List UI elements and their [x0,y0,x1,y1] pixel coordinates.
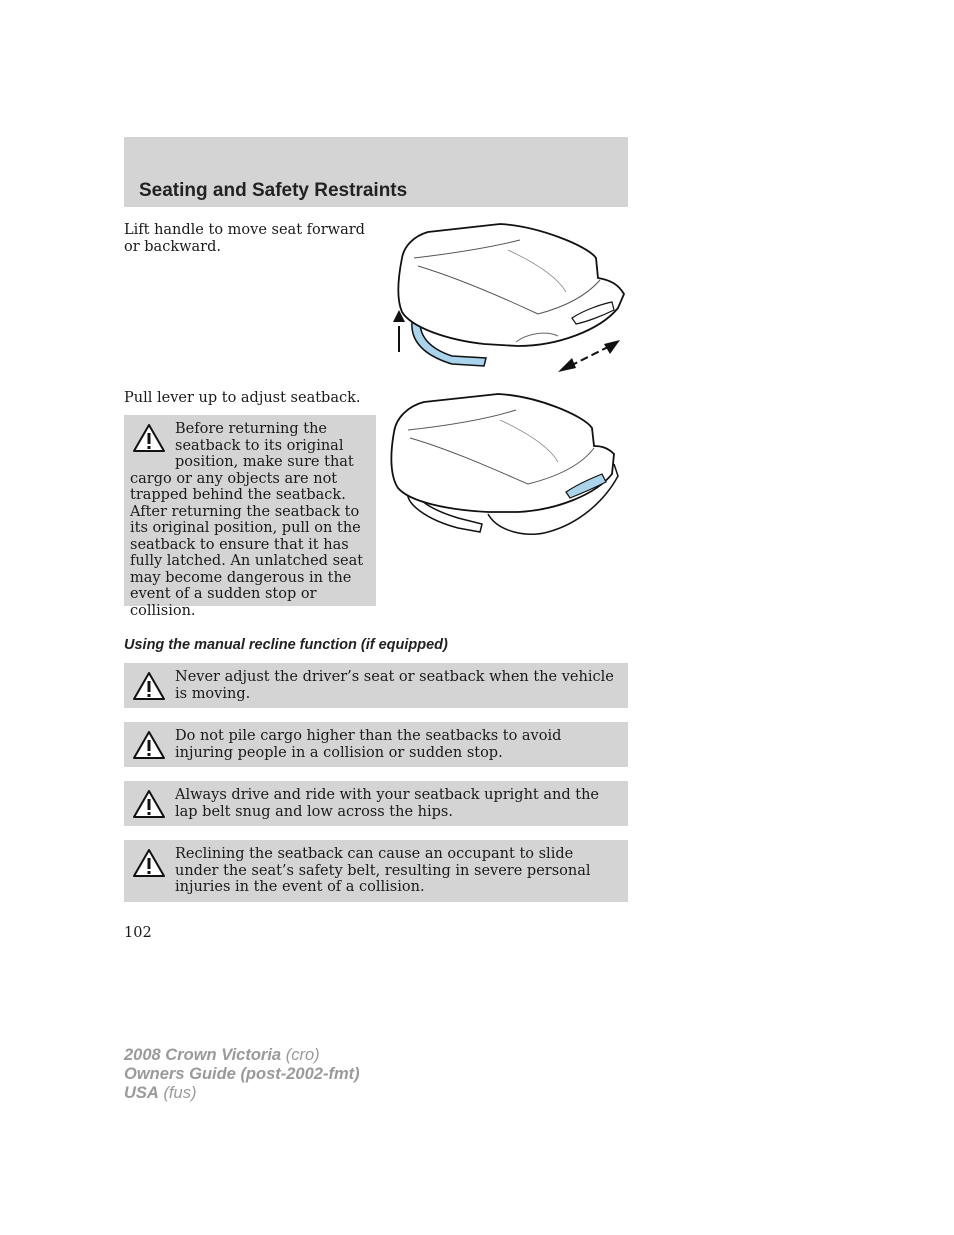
warning-text: Reclining the seatback can cause an occupant to slide under the seat’s safety belt, resulting in severe personal injuries in the event of a collision. [175,846,591,895]
page-number: 102 [124,925,152,941]
section-subheading: Using the manual recline function (if equipped) [124,637,448,653]
footer-model: 2008 Crown Victoria [124,1046,282,1064]
warning-text: Do not pile cargo higher than the seatbacks to avoid injuring people in a collision or sudden stop. [175,728,562,761]
warning-box-seatback-upright [124,781,628,826]
document-footer [124,1046,360,1103]
pull-lever-instruction: Pull lever up to adjust seatback. [124,390,361,406]
warning-triangle-icon [132,789,166,819]
warning-box-do-not-adjust [124,663,628,708]
warning-triangle-icon [132,730,166,760]
backward-arrow-icon [558,358,576,372]
warning-text: Before returning the seatback to its original position, make sure that cargo or any objects are not trapped behind the seatback. After returning the seatback to its original position, pull on the seatback to ensure that it has fully latched. An unlatched seat may become dangerous in the event of a sudden stop or collision. [130,421,364,619]
warning-triangle-icon [132,423,166,453]
footer-line-2 [124,1065,360,1084]
seat-cushion [391,394,614,512]
warning-triangle-icon [132,671,166,701]
section-header-band [124,137,628,207]
warning-text: Never adjust the driver’s seat or seatback when the vehicle is moving. [175,669,614,702]
lift-handle-instruction: Lift handle to move seat forward or backward. [124,222,365,255]
warning-triangle-icon [132,848,166,878]
warning-box-cargo-height [124,722,628,767]
footer-model-code: (cro) [285,1046,320,1064]
warning-text: Always drive and ride with your seatback upright and the lap belt snug and low across the hips. [175,787,599,820]
footer-guide-title: Owners Guide (post-2002-fmt) [124,1065,360,1083]
section-title: Seating and Safety Restraints [139,180,408,201]
seat-forward-backward-illustration [388,218,628,378]
footer-market: USA [124,1084,159,1102]
warning-box-reclining [124,840,628,902]
footer-line-3 [124,1084,360,1103]
warning-box-seatback-latch [124,415,376,619]
forward-arrow-icon [604,340,620,354]
footer-line-1 [124,1046,360,1065]
seatback-lever-illustration [388,392,628,542]
footer-market-code: (fus) [163,1084,197,1102]
